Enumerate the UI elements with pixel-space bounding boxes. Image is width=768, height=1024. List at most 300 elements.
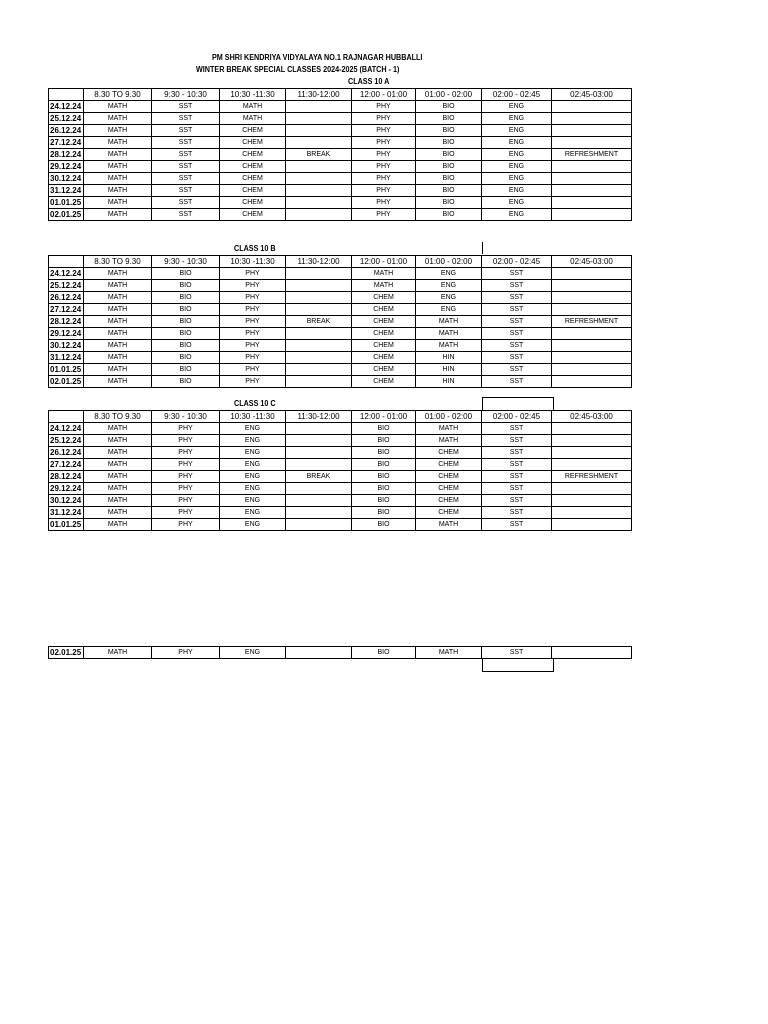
subject-cell: HIN — [416, 364, 482, 376]
subject-cell — [552, 137, 632, 149]
date-cell: 30.12.24 — [49, 173, 84, 185]
subject-cell: MATH — [416, 647, 482, 659]
subject-cell: BIO — [152, 364, 220, 376]
subject-cell: ENG — [220, 647, 286, 659]
header-row — [49, 256, 632, 268]
subject-cell: ENG — [220, 423, 286, 435]
subject-cell: MATH — [84, 423, 152, 435]
subject-cell: SST — [482, 268, 552, 280]
date-cell: 30.12.24 — [49, 340, 84, 352]
subject-cell: SST — [482, 292, 552, 304]
column-header: 02:00 - 02:45 — [482, 411, 552, 423]
date-cell: 26.12.24 — [49, 447, 84, 459]
table-row — [49, 268, 632, 280]
subject-cell: SST — [152, 113, 220, 125]
subject-cell: ENG — [482, 161, 552, 173]
subject-cell: PHY — [352, 149, 416, 161]
subject-cell — [552, 459, 632, 471]
subject-cell — [286, 209, 352, 221]
subject-cell: BIO — [416, 161, 482, 173]
table-row — [49, 316, 632, 328]
subject-cell — [552, 197, 632, 209]
date-cell: 31.12.24 — [49, 185, 84, 197]
table-row — [49, 471, 632, 483]
subject-cell: ENG — [482, 209, 552, 221]
subject-cell: PHY — [352, 137, 416, 149]
subject-cell: SST — [482, 364, 552, 376]
subject-cell: BIO — [152, 292, 220, 304]
subject-cell: PHY — [220, 340, 286, 352]
subject-cell — [286, 161, 352, 173]
subject-cell — [286, 647, 352, 659]
subject-cell: CHEM — [220, 185, 286, 197]
subject-cell: REFRESHMENT — [552, 149, 632, 161]
subject-cell — [286, 268, 352, 280]
subject-cell: CHEM — [220, 209, 286, 221]
table-row — [49, 507, 632, 519]
subject-cell: PHY — [220, 304, 286, 316]
subject-cell: CHEM — [416, 459, 482, 471]
subject-cell: CHEM — [352, 376, 416, 388]
subject-cell: SST — [152, 149, 220, 161]
table-row — [49, 376, 632, 388]
table-row — [49, 435, 632, 447]
subject-cell: BIO — [416, 185, 482, 197]
subject-cell: CHEM — [416, 447, 482, 459]
subject-cell: PHY — [152, 459, 220, 471]
subject-cell: ENG — [220, 435, 286, 447]
subject-cell: ENG — [482, 125, 552, 137]
subject-cell: ENG — [482, 101, 552, 113]
subject-cell: PHY — [352, 125, 416, 137]
date-cell: 25.12.24 — [49, 435, 84, 447]
subject-cell — [552, 423, 632, 435]
subject-cell: MATH — [84, 161, 152, 173]
subject-cell: ENG — [482, 197, 552, 209]
subject-cell: CHEM — [416, 471, 482, 483]
date-cell: 28.12.24 — [49, 316, 84, 328]
subject-cell: SST — [482, 459, 552, 471]
column-header — [49, 411, 84, 423]
subject-cell — [286, 507, 352, 519]
subject-cell: CHEM — [220, 173, 286, 185]
subject-cell — [552, 304, 632, 316]
subject-cell — [286, 292, 352, 304]
subject-cell: PHY — [152, 435, 220, 447]
subject-cell — [286, 459, 352, 471]
column-header: 8.30 TO 9.30 — [84, 411, 152, 423]
subject-cell — [286, 495, 352, 507]
subject-cell: BIO — [352, 507, 416, 519]
table-row — [49, 352, 632, 364]
subject-cell: CHEM — [352, 364, 416, 376]
subject-cell: MATH — [84, 137, 152, 149]
subject-cell — [552, 113, 632, 125]
subject-cell: CHEM — [220, 197, 286, 209]
subject-cell — [286, 185, 352, 197]
subject-cell: MATH — [84, 149, 152, 161]
subject-cell: CHEM — [352, 316, 416, 328]
subject-cell: PHY — [352, 173, 416, 185]
column-header: 02:45-03:00 — [552, 89, 632, 101]
table-row — [49, 149, 632, 161]
subject-cell: BIO — [416, 209, 482, 221]
subject-cell: MATH — [84, 376, 152, 388]
subject-cell: MATH — [84, 268, 152, 280]
subject-cell: BIO — [152, 328, 220, 340]
subject-cell: ENG — [220, 495, 286, 507]
table-row — [49, 209, 632, 221]
subject-cell: CHEM — [220, 137, 286, 149]
subject-cell: MATH — [84, 352, 152, 364]
class-10b-title: CLASS 10 B — [234, 244, 276, 253]
subject-cell: PHY — [220, 268, 286, 280]
subject-cell — [552, 209, 632, 221]
column-header: 8.30 TO 9.30 — [84, 256, 152, 268]
date-cell: 29.12.24 — [49, 328, 84, 340]
subject-cell: SST — [152, 161, 220, 173]
column-header: 01:00 - 02:00 — [416, 89, 482, 101]
subject-cell: BIO — [152, 316, 220, 328]
subject-cell: BIO — [352, 459, 416, 471]
column-header: 10:30 -11:30 — [220, 256, 286, 268]
date-cell: 27.12.24 — [49, 304, 84, 316]
subject-cell: CHEM — [416, 483, 482, 495]
subject-cell: PHY — [220, 352, 286, 364]
subject-cell: SST — [482, 376, 552, 388]
date-cell: 25.12.24 — [49, 280, 84, 292]
subject-cell: SST — [152, 101, 220, 113]
subject-cell: ENG — [416, 292, 482, 304]
subject-cell: BIO — [416, 113, 482, 125]
subject-cell — [286, 435, 352, 447]
subject-cell: BIO — [416, 173, 482, 185]
subject-cell: CHEM — [352, 340, 416, 352]
subject-cell — [552, 280, 632, 292]
column-header: 9:30 - 10:30 — [152, 411, 220, 423]
subject-cell — [286, 197, 352, 209]
column-header — [49, 89, 84, 101]
subject-cell — [552, 352, 632, 364]
subject-cell: MATH — [84, 459, 152, 471]
date-cell: 01.01.25 — [49, 197, 84, 209]
subject-cell: BREAK — [286, 471, 352, 483]
subject-cell: SST — [152, 197, 220, 209]
subject-cell — [286, 447, 352, 459]
subject-cell: MATH — [352, 268, 416, 280]
subject-cell: BREAK — [286, 149, 352, 161]
column-header: 02:45-03:00 — [552, 256, 632, 268]
subject-cell: BIO — [352, 483, 416, 495]
column-header: 12:00 - 01:00 — [352, 411, 416, 423]
date-cell: 27.12.24 — [49, 459, 84, 471]
subject-cell: CHEM — [220, 161, 286, 173]
subject-cell: BIO — [352, 447, 416, 459]
column-header: 02:00 - 02:45 — [482, 256, 552, 268]
subject-cell: PHY — [220, 364, 286, 376]
subject-cell: BIO — [416, 137, 482, 149]
date-cell: 01.01.25 — [49, 364, 84, 376]
subject-cell: MATH — [84, 280, 152, 292]
subject-cell: MATH — [84, 304, 152, 316]
subject-cell: MATH — [416, 328, 482, 340]
date-cell: 02.01.25 — [49, 209, 84, 221]
subject-cell: SST — [482, 471, 552, 483]
subject-cell: MATH — [416, 316, 482, 328]
subject-cell — [552, 173, 632, 185]
class-10c-title: CLASS 10 C — [234, 399, 276, 408]
subject-cell — [552, 435, 632, 447]
column-header: 12:00 - 01:00 — [352, 89, 416, 101]
table-row — [49, 447, 632, 459]
subject-cell: SST — [482, 519, 552, 531]
table-row — [49, 137, 632, 149]
subject-cell: MATH — [352, 280, 416, 292]
subject-cell: ENG — [482, 173, 552, 185]
table-row — [49, 125, 632, 137]
subject-cell: BIO — [152, 304, 220, 316]
subject-cell: MATH — [84, 209, 152, 221]
subject-cell: BIO — [352, 647, 416, 659]
subject-cell — [552, 328, 632, 340]
subject-cell: PHY — [152, 483, 220, 495]
subject-cell: PHY — [352, 113, 416, 125]
subject-cell: PHY — [152, 447, 220, 459]
table-row — [49, 113, 632, 125]
subject-cell — [552, 125, 632, 137]
table-row — [49, 292, 632, 304]
table-row — [49, 101, 632, 113]
date-cell: 26.12.24 — [49, 292, 84, 304]
subject-cell: CHEM — [220, 149, 286, 161]
column-header: 8.30 TO 9.30 — [84, 89, 152, 101]
subject-cell — [552, 647, 632, 659]
subject-cell: MATH — [84, 447, 152, 459]
subject-cell: SST — [482, 316, 552, 328]
subject-cell — [552, 185, 632, 197]
subject-cell: HIN — [416, 352, 482, 364]
subject-cell: REFRESHMENT — [552, 471, 632, 483]
subject-cell: BIO — [416, 101, 482, 113]
subject-cell: CHEM — [352, 304, 416, 316]
subject-cell: MATH — [220, 101, 286, 113]
subject-cell: SST — [482, 340, 552, 352]
subject-cell: MATH — [84, 483, 152, 495]
subject-cell: ENG — [416, 280, 482, 292]
subject-cell: PHY — [152, 471, 220, 483]
table-row — [49, 423, 632, 435]
table-row — [49, 280, 632, 292]
subject-cell: PHY — [152, 519, 220, 531]
subject-cell — [286, 352, 352, 364]
subject-cell: SST — [482, 495, 552, 507]
date-cell: 27.12.24 — [49, 137, 84, 149]
column-header: 11:30-12:00 — [286, 89, 352, 101]
subject-cell: BREAK — [286, 316, 352, 328]
subject-cell: MATH — [84, 495, 152, 507]
subject-cell — [552, 519, 632, 531]
subject-cell — [286, 376, 352, 388]
subject-cell: BIO — [152, 352, 220, 364]
subject-cell: PHY — [152, 507, 220, 519]
subject-cell: SST — [482, 435, 552, 447]
empty-cell — [482, 658, 554, 672]
subject-cell — [552, 483, 632, 495]
column-header: 11:30-12:00 — [286, 256, 352, 268]
subject-cell — [286, 423, 352, 435]
subject-cell: PHY — [352, 101, 416, 113]
subject-cell: CHEM — [220, 125, 286, 137]
subject-cell — [552, 495, 632, 507]
subject-cell: PHY — [352, 161, 416, 173]
subject-cell: SST — [482, 507, 552, 519]
subject-cell: ENG — [220, 447, 286, 459]
subject-cell: ENG — [482, 149, 552, 161]
subject-cell: SST — [482, 352, 552, 364]
subject-cell: BIO — [352, 495, 416, 507]
column-header: 12:00 - 01:00 — [352, 256, 416, 268]
subject-cell: CHEM — [352, 292, 416, 304]
subject-cell — [286, 173, 352, 185]
table-row — [49, 519, 632, 531]
class-10c-timetable — [48, 410, 632, 531]
subject-cell: BIO — [152, 376, 220, 388]
subject-cell — [552, 507, 632, 519]
subject-cell: SST — [482, 483, 552, 495]
subject-cell: MATH — [84, 647, 152, 659]
subject-cell: PHY — [220, 328, 286, 340]
subject-cell: MATH — [220, 113, 286, 125]
date-cell: 26.12.24 — [49, 125, 84, 137]
subject-cell — [552, 376, 632, 388]
subject-cell: PHY — [352, 197, 416, 209]
subject-cell — [286, 113, 352, 125]
date-cell: 29.12.24 — [49, 161, 84, 173]
column-header: 01:00 - 02:00 — [416, 411, 482, 423]
subject-cell: MATH — [84, 197, 152, 209]
subject-cell: PHY — [352, 209, 416, 221]
subject-cell: PHY — [152, 495, 220, 507]
column-header: 01:00 - 02:00 — [416, 256, 482, 268]
subject-cell: MATH — [84, 292, 152, 304]
date-cell: 02.01.25 — [49, 376, 84, 388]
subject-cell: SST — [482, 280, 552, 292]
subject-cell: PHY — [220, 376, 286, 388]
date-cell: 24.12.24 — [49, 423, 84, 435]
subject-cell: BIO — [416, 149, 482, 161]
subject-cell: MATH — [84, 101, 152, 113]
subject-cell: MATH — [84, 435, 152, 447]
subject-cell — [552, 292, 632, 304]
column-header: 11:30-12:00 — [286, 411, 352, 423]
table-row — [49, 340, 632, 352]
subject-cell: SST — [152, 137, 220, 149]
date-cell: 24.12.24 — [49, 268, 84, 280]
table-row — [49, 197, 632, 209]
subject-cell: MATH — [84, 519, 152, 531]
subject-cell: PHY — [220, 280, 286, 292]
subject-cell: BIO — [152, 280, 220, 292]
subject-cell: BIO — [352, 423, 416, 435]
subject-cell: REFRESHMENT — [552, 316, 632, 328]
subject-cell — [286, 125, 352, 137]
subject-cell — [552, 268, 632, 280]
date-cell: 02.01.25 — [49, 647, 84, 659]
subject-cell: MATH — [84, 340, 152, 352]
table-row — [49, 364, 632, 376]
subject-cell: ENG — [220, 459, 286, 471]
subject-cell: SST — [482, 304, 552, 316]
subject-cell — [286, 101, 352, 113]
subject-cell: CHEM — [416, 495, 482, 507]
subject-cell: HIN — [416, 376, 482, 388]
header-row — [49, 89, 632, 101]
table-row — [49, 185, 632, 197]
subject-cell — [286, 364, 352, 376]
class-10a-title: CLASS 10 A — [348, 77, 390, 86]
subject-cell: ENG — [482, 137, 552, 149]
subject-cell: MATH — [84, 507, 152, 519]
subject-cell — [286, 483, 352, 495]
date-cell: 24.12.24 — [49, 101, 84, 113]
subject-cell — [286, 328, 352, 340]
subject-cell: SST — [482, 447, 552, 459]
subject-cell: ENG — [482, 113, 552, 125]
subject-cell: MATH — [416, 435, 482, 447]
subject-cell: PHY — [220, 292, 286, 304]
subject-cell: MATH — [84, 316, 152, 328]
table-row — [49, 173, 632, 185]
subject-cell: SST — [482, 647, 552, 659]
empty-cell — [482, 397, 554, 411]
subject-cell: MATH — [84, 125, 152, 137]
subject-cell — [286, 519, 352, 531]
table-row — [49, 328, 632, 340]
column-header: 9:30 - 10:30 — [152, 89, 220, 101]
subject-cell: ENG — [220, 483, 286, 495]
column-header: 9:30 - 10:30 — [152, 256, 220, 268]
subject-cell — [286, 340, 352, 352]
subject-cell: MATH — [416, 423, 482, 435]
subject-cell: ENG — [416, 304, 482, 316]
table-row — [49, 161, 632, 173]
date-cell: 29.12.24 — [49, 483, 84, 495]
subject-cell: BIO — [152, 268, 220, 280]
subject-cell: CHEM — [352, 328, 416, 340]
subject-cell — [286, 304, 352, 316]
subject-cell — [552, 161, 632, 173]
empty-cell — [482, 242, 553, 254]
subject-cell: PHY — [220, 316, 286, 328]
subject-cell: MATH — [84, 471, 152, 483]
subject-cell: BIO — [416, 125, 482, 137]
subject-cell: SST — [152, 185, 220, 197]
date-cell: 31.12.24 — [49, 352, 84, 364]
subject-cell: BIO — [352, 519, 416, 531]
subject-cell: ENG — [416, 268, 482, 280]
column-header — [49, 256, 84, 268]
subject-cell: PHY — [152, 647, 220, 659]
column-header: 02:45-03:00 — [552, 411, 632, 423]
date-cell: 01.01.25 — [49, 519, 84, 531]
table-row — [49, 647, 632, 659]
subject-cell: BIO — [352, 471, 416, 483]
subject-cell: SST — [152, 173, 220, 185]
subject-cell: CHEM — [352, 352, 416, 364]
column-header: 10:30 -11:30 — [220, 89, 286, 101]
subject-cell: ENG — [220, 519, 286, 531]
subject-cell: ENG — [482, 185, 552, 197]
